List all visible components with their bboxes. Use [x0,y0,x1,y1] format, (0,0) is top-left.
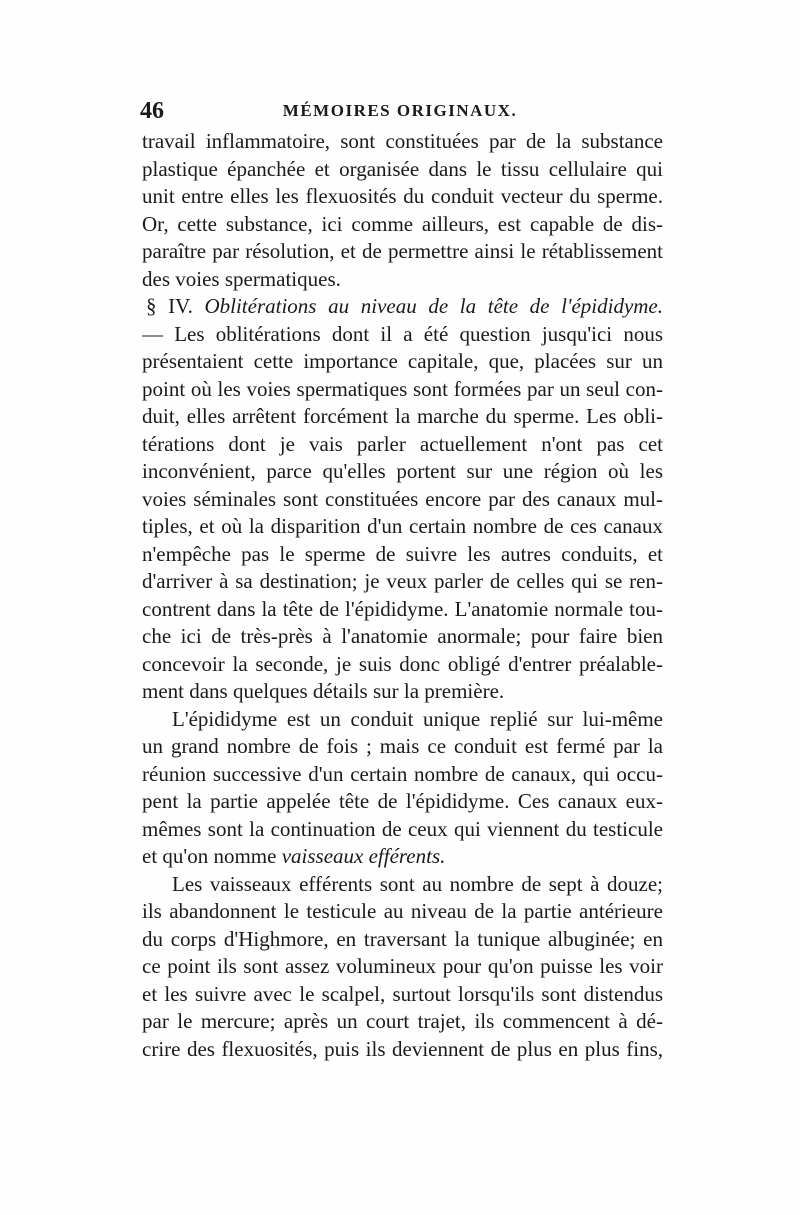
text-line [142,431,663,459]
text-line [142,623,663,651]
text-line [142,403,663,431]
text-segment: voies séminales sont constituées encore par des canaux mul- [142,486,663,511]
text-segment: des voies spermatiques. [142,266,341,291]
text-line [142,486,663,514]
text-segment: ment dans quelques détails sur la première. [142,679,505,703]
body-text [142,128,663,1063]
text-line [142,238,663,266]
text-line [142,1008,663,1036]
text-segment: contrent dans la tête de l'épididyme. L'anatomie normale tou- [142,596,663,621]
text-segment: réunion successive d'un certain nombre de canaux, qui occu- [142,761,663,786]
text-segment: présentaient cette importance capitale, que, placées sur un [142,349,663,373]
text-segment: du corps d'Highmore, en traversant la tunique albuginée; en [142,926,663,951]
text-line [142,183,663,211]
italic-text: Oblitérations au niveau de la tête de l'épididyme. [204,294,663,318]
text-segment: n'empêche pas le sperme de suivre les autres conduits, et [142,541,663,566]
text-segment: concevoir la seconde, je suis donc obligé d'entrer préalable- [142,651,663,676]
text-segment: térations dont je vais parler actuellement n'ont pas cet [142,431,663,456]
text-segment: plastique épanchée et organisée dans le tissu cellulaire qui [142,156,663,181]
text-segment: mêmes sont la continuation de ceux qui viennent du testicule [142,816,663,841]
text-line [142,926,663,954]
text-line [142,293,663,321]
text-segment: ils abandonnent le testicule au niveau de la partie antérieure [142,899,663,923]
text-line [142,541,663,569]
text-segment: tiples, et où la disparition d'un certain nombre de ces canaux [142,514,663,538]
page-header [140,96,660,126]
text-segment: unit entre elles les flexuosités du conduit vecteur du sperme. [142,184,663,208]
text-line [142,678,663,706]
text-segment: travail inflammatoire, sont constituées par de la substance [142,129,663,153]
text-line [142,843,663,871]
text-segment: ce point ils sont assez volumineux pour qu'on puisse les voir [142,954,663,978]
text-line [142,321,663,349]
text-line [142,568,663,596]
text-segment: par le mercure; après un court trajet, ils commencent à dé- [142,1009,663,1033]
text-segment: pent la partie appelée tête de l'épididyme. Ces canaux eux- [142,789,663,813]
text-segment: Les vaisseaux efférents sont au nombre de sept à douze; [172,871,663,896]
text-line [142,596,663,624]
text-segment: — Les oblitérations dont il a été question jusqu'ici nous [142,321,663,346]
running-head: MÉMOIRES ORIGINAUX. [282,101,518,120]
text-segment: point où les voies spermatiques sont formées par un seul con- [142,376,663,401]
text-segment: et qu'on nomme [142,844,282,868]
text-segment: d'arriver à sa destination; je veux parler de celles qui se ren- [142,569,663,593]
page-number: 46 [140,98,164,124]
text-line [142,953,663,981]
text-segment: § IV. [146,294,205,318]
text-line [142,156,663,184]
text-segment: L'épididyme est un conduit unique replié sur lui-même [172,706,663,731]
text-line [142,761,663,789]
text-line [142,266,663,294]
text-line [142,513,663,541]
text-segment: che ici de très-près à l'anatomie anormale; pour faire bien [142,624,663,648]
text-line [142,816,663,844]
text-segment: duit, elles arrêtent forcément la marche du sperme. Les obli- [142,404,663,428]
text-segment: crire des flexuosités, puis ils deviennent de plus en plus fins, [142,1036,663,1061]
text-line [142,651,663,679]
text-line [142,788,663,816]
text-line [142,1036,663,1064]
italic-text: vaisseaux efférents. [281,844,446,868]
text-segment: un grand nombre de fois ; mais ce conduit est fermé par la [142,734,663,758]
text-line [142,376,663,404]
text-line [142,706,663,734]
text-line [142,981,663,1009]
text-line [142,871,663,899]
text-line [142,458,663,486]
text-line [142,211,663,239]
text-line [142,128,663,156]
text-segment: Or, cette substance, ici comme ailleurs, est capable de dis- [142,211,663,236]
text-segment: paraître par résolution, et de permettre ainsi le rétablissement [142,239,663,263]
text-line [142,898,663,926]
text-segment: et les suivre avec le scalpel, surtout lorsqu'ils sont distendus [142,981,663,1006]
text-line [142,733,663,761]
text-line [142,348,663,376]
text-segment: inconvénient, parce qu'elles portent sur une région où les [142,459,663,483]
